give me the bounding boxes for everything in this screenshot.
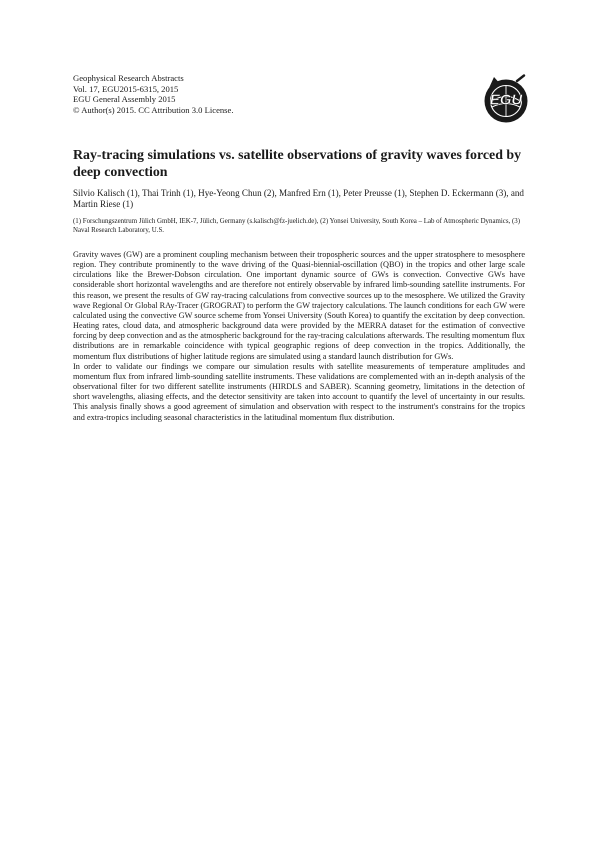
volume-info: Vol. 17, EGU2015-6315, 2015 [73,83,179,94]
author-list: Silvio Kalisch (1), Thai Trinh (1), Hye-Yeong Chun (2), Manfred Ern (1), Peter Preusse (1), Stephen D. Eckermann (3), and Martin Riese (1) [73,188,524,210]
abstract-paragraph-1: Gravity waves (GW) are a prominent coupling mechanism between their tropospheric sources and the upper stratosphere to mesosphere region. They contribute prominently to the wave driving of the Quasi-biennial-oscillation (QBO) in the tropics and other large scale circulations like the Brewer-Dobson circulation. One important dynamic source of GWs is convection. Convective GWs have considerable short horizontal wavelengths and are therefore not entirely observable by infrared limb-sounding satellite instruments. For this reason, we present the results of GW ray-tracing calculations from convective sources up to the mesosphere. We utilized the Gravity wave Regional Or Global RAy-Tracer (GROGRAT) to perform the GW trajectory calculations. The launch conditions for each GW were calculated using the convective GW source scheme from Yonsei University (South Korea) to quantify the excitation by deep convection. Heating rates, cloud data, and atmospheric background data were provided by the MERRA dataset for the estimation of convective forcing by deep convection and as the atmospheric background for the ray-tracing calculations afterwards. The resulting momentum flux distributions are in remarkable coincidence with typical geographic regions of deep convection in the tropics. Additionally, the momentum flux distributions of higher latitude regions are simulated using a standard launch distribution for GWs. [73,250,525,361]
journal-name: Geophysical Research Abstracts [73,73,184,83]
assembly-name: EGU General Assembly 2015 [73,94,176,105]
egu-logo [480,74,532,126]
abstract-paragraph-2: In order to validate our findings we compare our simulation results with satellite measurements of temperature amplitudes and momentum flux from infrared limb-sounding satellite instruments. These validations are complemented with an in-depth analysis of the observational filter for two different satellite instruments (HIRDLS and SABER). Scanning geometry, limitations in the detection of short wavelengths, aliasing effects, and the detector sensitivity are taken into account to quantify the level of uncertainty in our results. This analysis finally shows a good agreement of simulation and observation with respect to the instrument's constrains for the tropics and extra-tropics including seasonal characteristics in the latitudinal momentum flux distribution. [73,361,525,422]
svg-text:EGU: EGU [489,91,523,109]
abstract-body [73,250,525,423]
affiliation-list: (1) Forschungszentrum Jülich GmbH, IEK-7, Jülich, Germany (s.kalisch@fz-juelich.de), (2) Yonsei University, South Korea – Lab of Atmospheric Dynamics, (3) Naval Research Laboratory, U.S. [73,218,520,234]
paper-title: Ray-tracing simulations vs. satellite observations of gravity waves forced by deep convection [73,148,522,180]
publication-header [73,73,234,115]
license-notice: © Author(s) 2015. CC Attribution 3.0 License. [73,104,234,115]
